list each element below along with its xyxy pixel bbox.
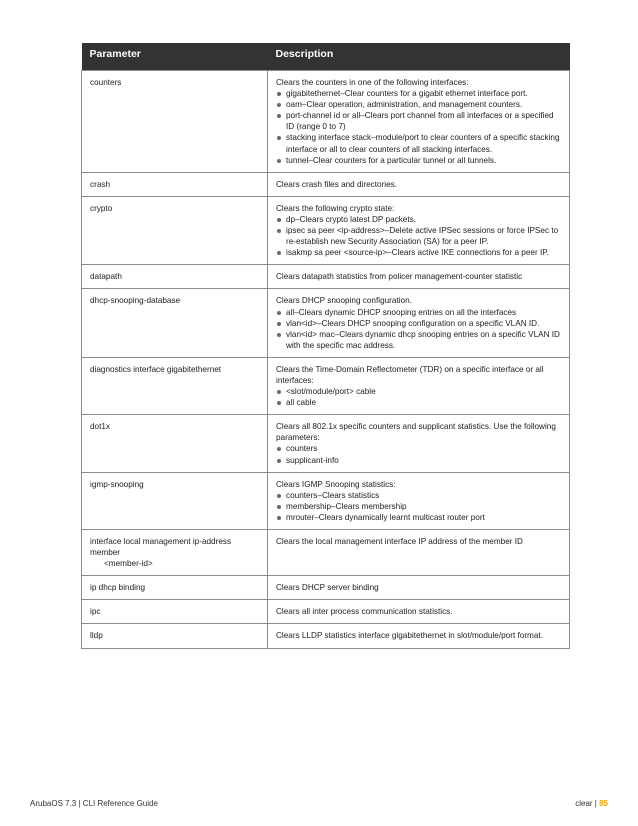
description-cell — [268, 624, 570, 648]
parameter-cell: crypto — [82, 196, 268, 264]
description-cell — [268, 472, 570, 529]
list-item: vlan<id>–Clears DHCP snooping configuration on a specific VLAN ID. — [276, 318, 563, 329]
footer-section-label: clear | — [575, 799, 597, 808]
list-item: dp–Clears crypto latest DP packets. — [276, 214, 563, 225]
description-intro: Clears all 802.1x specific counters and supplicant statistics. Use the following parameters: — [276, 422, 556, 443]
description-intro: Clears LLDP statistics interface gigabitethernet in slot/module/port format. — [276, 631, 543, 641]
description-cell — [268, 265, 570, 289]
description-cell — [268, 415, 570, 472]
description-cell — [268, 530, 570, 576]
parameter-cell: diagnostics interface gigabitethernet — [82, 357, 268, 414]
table-row — [82, 289, 570, 357]
parameter-cell: crash — [82, 172, 268, 196]
list-item: stacking interface stack–module/port to clear counters of a specific stacking interface or all to clear counters of all stacking interfaces. — [276, 132, 563, 154]
list-item: all cable — [276, 397, 563, 408]
footer-guide-title: ArubaOS 7.3 | CLI Reference Guide — [30, 799, 158, 808]
list-item: tunnel–Clear counters for a particular tunnel or all tunnels. — [276, 155, 563, 166]
parameter-cell: lldp — [82, 624, 268, 648]
description-cell — [268, 196, 570, 264]
table-row — [82, 172, 570, 196]
table-row — [82, 576, 570, 600]
list-item: counters — [276, 443, 563, 454]
description-intro: Clears the counters in one of the following interfaces: — [276, 78, 469, 87]
description-intro: Clears the following crypto state: — [276, 203, 395, 213]
parameter-cell: igmp-snooping — [82, 472, 268, 529]
page-number: 85 — [599, 799, 608, 808]
bullet-list — [276, 88, 563, 166]
table-row — [82, 600, 570, 624]
parameter-cell — [82, 530, 268, 576]
list-item: membership–Clears membership — [276, 501, 563, 512]
parameter-cell: ipc — [82, 600, 268, 624]
header-description: Description — [268, 43, 570, 71]
description-cell — [268, 172, 570, 196]
description-intro: Clears the local management interface IP address of the member ID — [276, 537, 523, 546]
list-item: port-channel id or all–Clears port channel from all interfaces or a specified ID (range 0 to 7) — [276, 110, 563, 132]
bullet-list — [276, 490, 563, 523]
table-row — [82, 265, 570, 289]
description-cell — [268, 576, 570, 600]
table-row — [82, 472, 570, 529]
list-item: isakmp sa peer <source-ip>–Clears active IKE connections for a peer IP. — [276, 247, 563, 258]
description-intro: Clears all inter process communication statistics. — [276, 607, 453, 617]
bullet-list — [276, 386, 563, 408]
list-item: all–Clears dynamic DHCP snooping entries on all the interfaces — [276, 307, 563, 318]
parameter-cell: ip dhcp binding — [82, 576, 268, 600]
description-cell — [268, 600, 570, 624]
description-cell — [268, 289, 570, 357]
header-parameter: Parameter — [82, 43, 268, 71]
bullet-list — [276, 214, 563, 258]
description-intro: Clears DHCP snooping configuration. — [276, 296, 412, 306]
parameter-text: interface local management ip-address member — [90, 537, 232, 558]
parameter-cell: dhcp-snooping-database — [82, 289, 268, 357]
table-row — [82, 71, 570, 173]
description-cell — [268, 71, 570, 173]
parameter-cell: datapath — [82, 265, 268, 289]
parameter-cell: dot1x — [82, 415, 268, 472]
parameter-cell: counters — [82, 71, 268, 173]
list-item: <slot/module/port> cable — [276, 386, 563, 397]
list-item: mrouter–Clears dynamically learnt multicast router port — [276, 512, 563, 523]
table-row — [82, 196, 570, 264]
parameter-table — [81, 43, 570, 649]
description-intro: Clears IGMP Snooping statistics: — [276, 479, 396, 489]
list-item: counters–Clears statistics — [276, 490, 563, 501]
bullet-list — [276, 443, 563, 465]
list-item: oam–Clear operation, administration, and management counters. — [276, 99, 563, 110]
list-item: ipsec sa peer <ip-address>–Delete active IPSec sessions or force IPSec to re-establish new Security Association (SA) for a peer IP. — [276, 225, 563, 247]
description-cell — [268, 357, 570, 414]
footer-page-info — [575, 799, 608, 808]
table-row — [82, 530, 570, 576]
list-item: gigabitethernet–Clear counters for a gigabit ethernet interface port. — [276, 88, 563, 99]
parameter-continuation: <member-id> — [104, 559, 153, 569]
table-row — [82, 415, 570, 472]
list-item: vlan<id> mac–Clears dynamic dhcp snooping entries on a specific VLAN ID with the specific mac address. — [276, 329, 563, 351]
description-intro: Clears datapath statistics from policer management-counter statistic — [276, 272, 523, 282]
table-header-row — [82, 43, 570, 71]
description-intro: Clears the Time-Domain Reflectometer (TDR) on a specific interface or all interfaces: — [276, 364, 544, 385]
list-item: supplicant-info — [276, 455, 563, 466]
table-row — [82, 624, 570, 648]
description-intro: Clears crash files and directories. — [276, 179, 398, 189]
bullet-list — [276, 307, 563, 351]
description-intro: Clears DHCP server binding — [276, 583, 379, 593]
table-row — [82, 357, 570, 414]
